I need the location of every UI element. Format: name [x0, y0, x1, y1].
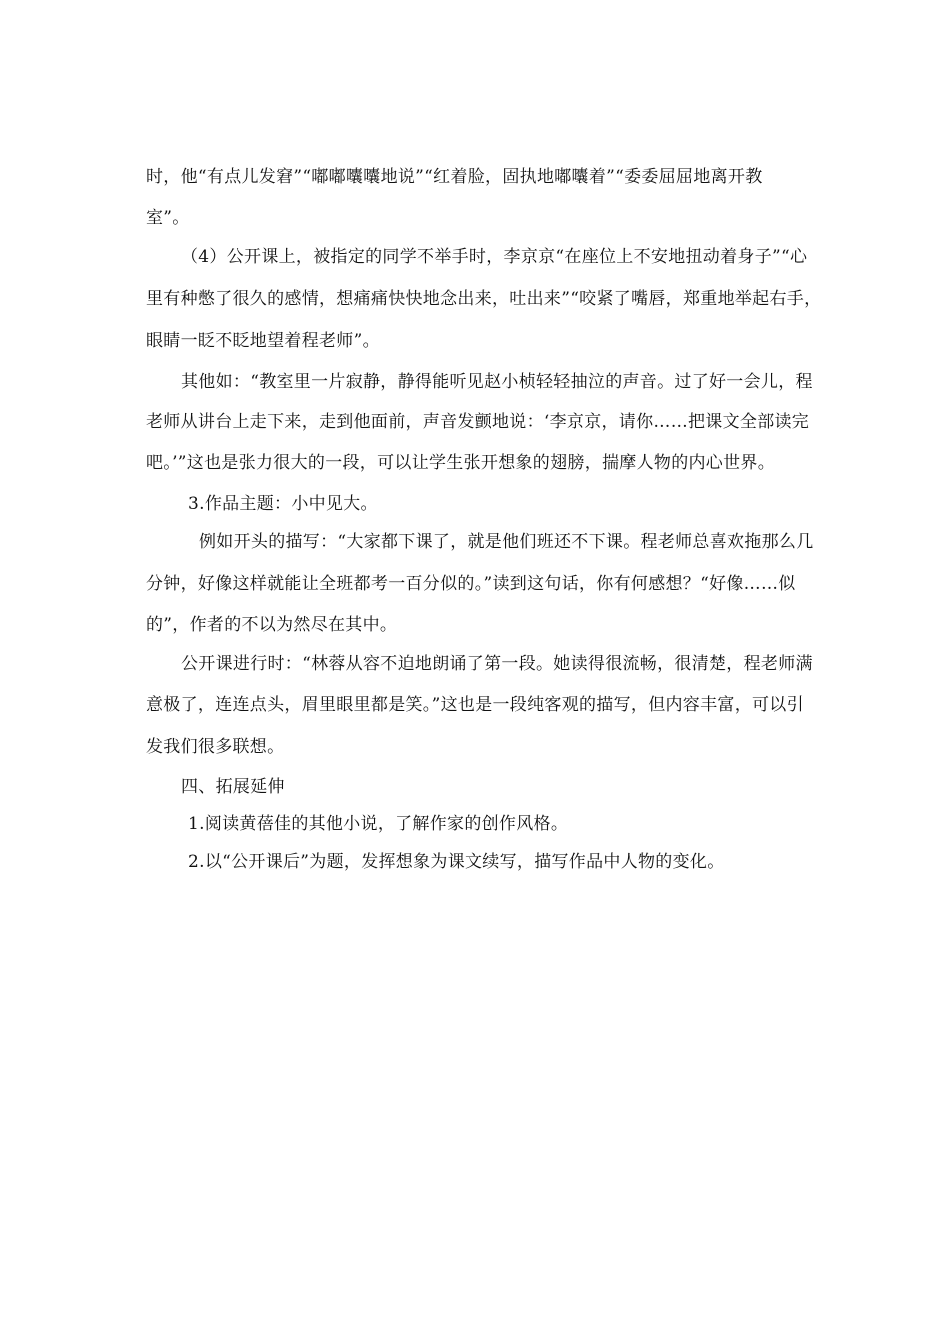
text-line: 意极了，连连点头，眉里眼里都是笑。”这也是一段纯客观的描写，但内容丰富，可以引: [146, 695, 804, 715]
text-line: 3.作品主题：小中见大。: [188, 494, 378, 514]
text-line: 例如开头的描写：“大家都下课了，就是他们班还不下课。程老师总喜欢拖那么几: [199, 532, 814, 552]
text-line: 眼睛一眨不眨地望着程老师”。: [146, 331, 380, 351]
text-line: 老师从讲台上走下来，走到他面前，声音发颤地说：‘李京京，请你……把课文全部读完: [146, 412, 810, 432]
text-line: 分钟，好像这样就能让全班都考一百分似的。”读到这句话，你有何感想？“好像……似: [146, 574, 796, 594]
text-line: 发我们很多联想。: [146, 737, 285, 757]
text-line: 里有种憋了很久的感情，想痛痛快快地念出来，吐出来”“咬紧了嘴唇，郑重地举起右手，: [146, 289, 822, 309]
text-line: 其他如：“教室里一片寂静，静得能听见赵小桢轻轻抽泣的声音。过了好一会儿，程: [181, 372, 813, 392]
text-line: 的”，作者的不以为然尽在其中。: [146, 615, 398, 635]
text-line: 公开课进行时：“林蓉从容不迫地朗诵了第一段。她读得很流畅，很清楚，程老师满: [181, 654, 813, 674]
text-line: 吧。’”这也是张力很大的一段，可以让学生张开想象的翅膀，揣摩人物的内心世界。: [146, 453, 775, 473]
list-item: 1.阅读黄蓓佳的其他小说，了解作家的创作风格。: [188, 814, 569, 834]
text-line: （4）公开课上，被指定的同学不举手时，李京京“在座位上不安地扭动着身子”“心: [181, 247, 808, 267]
text-line: 室”。: [146, 208, 190, 228]
list-item: 2.以“公开课后”为题，发挥想象为课文续写，描写作品中人物的变化。: [188, 852, 725, 872]
text-line: 时，他“有点儿发窘”“嘟嘟囔囔地说”“红着脸，固执地嘟囔着”“委委屈屈地离开教: [146, 167, 763, 187]
section-heading: 四、拓展延伸: [181, 777, 285, 797]
